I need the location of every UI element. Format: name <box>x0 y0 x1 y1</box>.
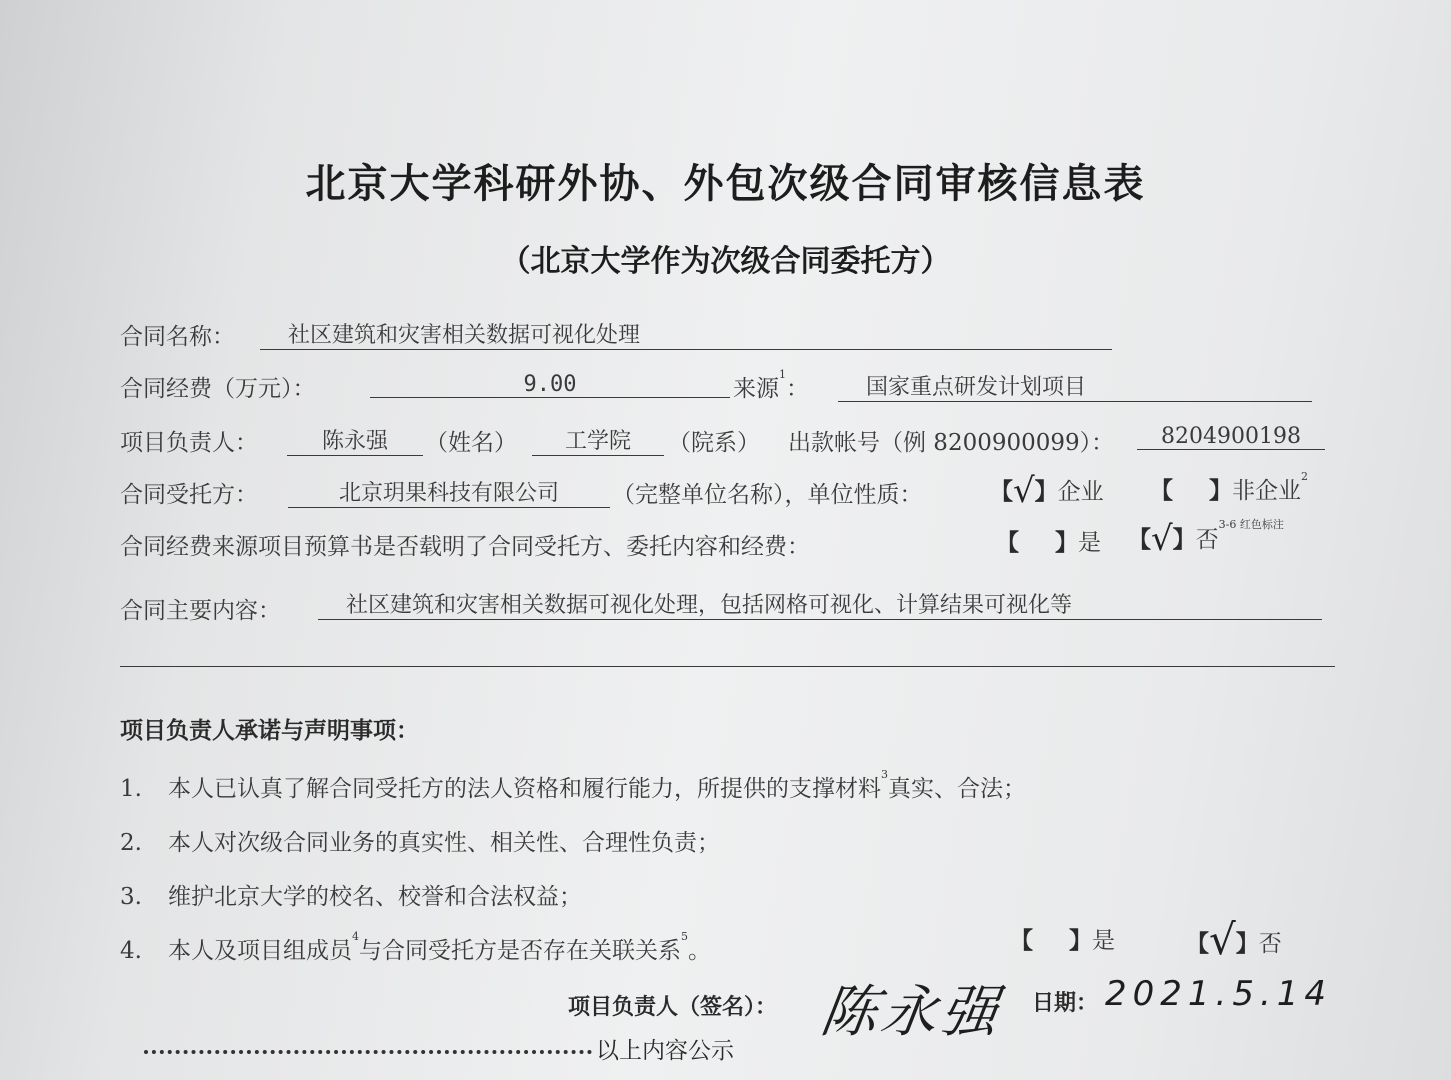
trustee-label: 合同受托方： <box>120 482 258 508</box>
non-enterprise-option[interactable]: 【 】非企业$^2$ <box>1150 470 1308 504</box>
pledge-item-1: 1. 本人已认真了解合同受托方的法人资格和履行能力，所提供的支撑材料$^3$真实、合法； <box>120 768 1026 802</box>
contract-name-label: 合同名称： <box>120 324 235 350</box>
fund-source-label: 来源$^1$： <box>733 368 809 402</box>
budget-yes-option[interactable]: 【 】是 <box>996 529 1101 556</box>
pledge-item-3: 3. 维护北京大学的校名、校誉和合法权益； <box>120 884 582 910</box>
pledge-item-4: 4. 本人及项目组成员$^4$与合同受托方是否存在关联关系$^5$。 <box>120 930 711 964</box>
check-mark-icon: √ <box>1209 915 1236 964</box>
form-title: 北京大学科研外协、外包次级合同审核信息表 <box>305 160 1146 207</box>
main-content-extra-line[interactable] <box>120 666 1335 667</box>
red-mark-note: 3-6 红色标注 <box>1218 518 1284 531</box>
contract-fee-label: 合同经费（万元）： <box>120 376 316 402</box>
trustee-hint: （完整单位名称），单位性质： <box>612 482 923 508</box>
check-mark-icon: √ <box>1013 471 1035 511</box>
form-subtitle: （北京大学作为次级合同委托方） <box>500 244 951 279</box>
leader-dept-hint: （院系） <box>668 430 760 456</box>
date-label: 日期： <box>1032 990 1099 1016</box>
contract-name-field[interactable]: 社区建筑和灾害相关数据可视化处理 <box>260 318 1112 350</box>
account-field[interactable]: 8204900198 <box>1137 424 1325 450</box>
enterprise-option[interactable]: 【√】企业 <box>990 471 1104 511</box>
leader-label: 项目负责人： <box>120 430 258 456</box>
leader-name-hint: （姓名） <box>425 430 517 456</box>
related-no-option[interactable]: 【√】否 <box>1186 915 1282 964</box>
contract-fee-field[interactable]: 9.00 <box>370 372 730 398</box>
dotted-divider-left <box>144 1050 592 1054</box>
trustee-name-field[interactable]: 北京玥果科技有限公司 <box>288 476 610 508</box>
budget-question-text: 合同经费来源项目预算书是否载明了合同受托方、委托内容和经费： <box>120 534 810 560</box>
fund-source-field[interactable]: 国家重点研发计划项目 <box>838 370 1312 402</box>
check-mark-icon: √ <box>1151 519 1173 559</box>
pledge-item-2: 2. 本人对次级合同业务的真实性、相关性、合理性负责； <box>120 830 720 856</box>
main-content-label: 合同主要内容： <box>120 598 281 624</box>
handwritten-date: 2021.5.14 <box>1105 974 1333 1014</box>
account-label: 出款帐号（例 8200900099）： <box>788 430 1115 456</box>
leader-name-field[interactable]: 陈永强 <box>287 424 423 456</box>
leader-dept-field[interactable]: 工学院 <box>532 424 664 456</box>
pledge-heading: 项目负责人承诺与声明事项： <box>120 717 419 744</box>
main-content-field[interactable]: 社区建筑和灾害相关数据可视化处理，包括网格可视化、计算结果可视化等 <box>318 588 1322 620</box>
related-yes-option[interactable]: 【 】是 <box>1010 927 1115 954</box>
public-notice-text: 以上内容公示 <box>596 1038 734 1064</box>
budget-no-option[interactable]: 【√】否$^{3-6 红色标注}$ <box>1128 518 1284 559</box>
handwritten-signature: 陈永强 <box>816 980 1006 1045</box>
signature-label: 项目负责人（签名）： <box>568 994 778 1020</box>
